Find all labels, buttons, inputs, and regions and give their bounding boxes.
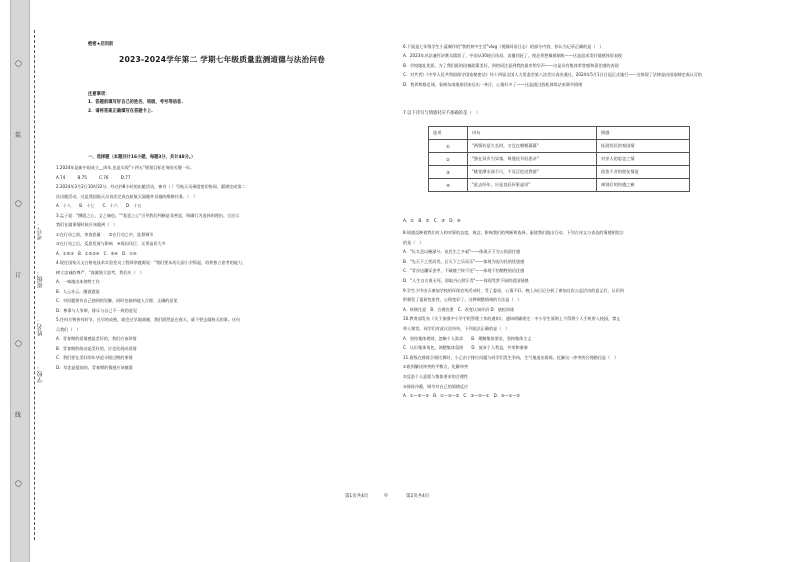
question-line: D．"人生自古谁无死，留取丹心照汗青"——体现受赏不屈的爱国情感 [403,278,529,283]
table-header: 诗句 [468,127,597,140]
question-line: 我们在做事情时候应该做到（ ） [56,222,118,227]
table-cell: ③ [429,166,468,179]
question-line: 积极发了委屈包张性，心情变好了。这种调整情绪的方法是（ ） [403,297,522,303]
table-cell: 离别后的伤感之痛 [597,179,690,192]
question-line: 11.班级在排练合唱比赛时，小乙由于排位问题与同学们发生争执，生气地退出排练。化解这一冲突的合理路径是（ ） [403,354,619,360]
question-line: 9.学生小甲由天参加学校的环保宣传活动时，受了委屈，心情不好。晚上向日记分析了参加这次公益活动的意义后，认识到 [403,287,624,293]
question-line: A．2023年苏法兼怀决赛太精彩了，中国从30轮后结局，直播回赶了，使必须想像着刷收——这是追求美好情感体验表现 [403,53,623,59]
table-row [429,179,690,192]
school-label: 学校： [37,365,44,383]
question-line: A．一味地由本独特工作 [56,279,100,284]
question-line: ③保持冷静，调节对自己的情绪反应 [403,383,469,389]
question-line: D．尊事与人争辩，排斥与自己不一致的意见 [56,307,137,313]
table-row [429,153,690,166]
section-title: 一、选择题（本题共计16小题，每题3分，共计48分。） [88,155,196,160]
question-line: 10.教育部发布《关于加强中小学手机管理工作的通知》，通知明确规定：中小学生原则上不得将个人手机带入校园，禁止 [403,316,621,322]
question-7-options: A．① B．② C．③ D．④ [403,219,461,224]
table-header: 选项 [429,127,468,140]
table-cell: ④ [429,179,468,192]
table-cell: "桃花潭水深千尺，不及汪伦送我情" [468,166,597,179]
seal-char: 线 [15,412,22,419]
footer-divider-icon: ◎ [384,493,388,498]
question-line: A．转移注意 B．合理宣泄 C．改变认知评价 D．放松训练 [403,306,515,312]
table-row [429,166,690,179]
question-line: D．早恋是提前的，青春期的情感应该慎重 [56,364,133,370]
page-title: 2023-2024学年第二 学期七年级质量监测道德与法治问卷 [119,55,325,64]
notice-item: 2．请将答案正确填写在答题卡上. [88,109,153,114]
table-cell: 依依不舍的朋友情谊 [597,166,690,179]
question-line: ②反思个人意愿与集体要求的合理性 [403,374,469,379]
page-number-left: 第1页共4页 [345,494,369,499]
binding-margin [0,0,44,562]
seal-char: ◯ [15,340,22,347]
question-line: 次出舱活动。这是我国航天员首次完成在轨航天器舱外设施的维修任务。（ ） [56,193,198,199]
question-line: 5.任何方物皆有时节，过早的成熟，就会过早地凋谢，我们既然是在春天，就不要去做秋天的事。这句 [56,317,241,322]
seal-char: ◯ [15,60,22,67]
question-line: D．我养和路足球，看顿东南地球回来后出一身汗，心情好多了——这是通过放松训练法来调节情绪 [403,81,583,87]
question-line: C．认识集体角色，调整集体氛围 D．放弃个人利益，共荣和谐谐 [403,345,528,351]
seal-char: ◯ [15,200,22,207]
question-line: A．青春期的爱情感是美好的，我们应该珍惜 [56,336,137,341]
poem-table [428,126,690,192]
question-line: A．十八 B．十七 C．十六 D．十五 [56,203,142,208]
table-cell: "独在异乡为异客，每逢佳节倍思亲" [468,153,597,166]
secret-label: 绝密★启用前 [88,42,114,47]
name-label: 姓名： [37,318,44,336]
table-cell: 对亲人的思念之情 [597,153,690,166]
cut-line [34,30,35,540]
table-header-row [429,127,690,140]
seal-char: 装 [15,132,22,139]
question-line: A．坚持集体规则，忽略个人需求 B．理解集体要求，坚持集体主义 [403,335,532,341]
question-line: C．对共者》《中华人民共和国保守国家秘密法》经十四届全国人大常委会第八次会议表决通过，2024年5月1日日起正式施行——这体现了法律是由国家制定或认可的 [403,72,702,78]
seal-char: 订 [15,272,22,279]
question-line: B．"先天下之忧而忧，后天下之乐而乐"——体现为国为民的忧患感 [403,258,525,264]
question-line: 的是（ ） [403,239,424,245]
class-label: 班级： [37,270,44,288]
table-cell: ① [429,140,468,153]
question-line: 树立忠诚的尊严，"真属独立思考，我们应（ ） [56,269,144,275]
notice-item: 1．答题前填写好自己的姓名、班级、考号等信息. [88,100,183,105]
question-line: C．我们要在美好的年华追寻错过期的果情 [56,355,133,360]
question-line: ①在行动之前，审查思量 ②在行动之中，监督调节 [56,231,154,237]
question-line: 示我们（ ） [56,326,81,332]
page-number-right: 第2页共4页 [406,494,430,499]
question-line: B．人云亦云，随波逐流 [56,288,100,294]
table-header: 情感 [597,127,690,140]
question-line: C．对问题要有自己独到的见解，同时也接纳他人合理、正确的意见 [56,298,178,303]
question-line: 2.2024年3月2日10时32分，经过约8小时的出舱活动，神舟（ ）号航天员乘组密切协同，圆满完成第二 [56,184,246,189]
exam-no-label: 考号： [37,222,44,240]
question-line: ①收到解决冲突的平衡点，化解冲突 [403,364,469,370]
table-cell: "两情若是久长时，又岂在朝朝暮暮" [468,140,597,153]
table-cell: ② [429,153,468,166]
question-line: C．"青沙边疆穿金甲，不破楼兰终不还"——体现不怕牺牲的信任感 [403,268,525,274]
question-line: A．①②③ B．①②③④ C．②④ D．①④ [56,250,137,256]
binding-strip [10,0,30,562]
question-line: B．学校地址优质，为了我们班的段被政策美好，到的同注意到我的最市给早声——这是具有集体荣誉感和责任感的表现 [403,62,619,68]
question-line: 4.现任国家天文台射电技术实验室员工程师余鹿源说："我们要从幼儿园小学抓起，培养独立思考的能力， [56,260,247,265]
question-line: 带入课堂。同学们对此议论纷纷，下列说法正确的是（ ） [403,326,510,331]
question-line: 1.2024年是新中国成立__周年,也是实现"十四五"规划目标任务的关键一年。 [56,165,195,170]
question-line: A．①—②—③ B．①—③—② C．③—②—① D．③—①—② [403,393,521,399]
question-line: A．"长太息以掩涕兮，哀民生之多艰"——体现天下为公的责任感 [403,249,521,255]
question-line: 3.孟子说："恻隐之心，义之端也。""羞恶之心"引导我们判断是非善恶，明确行为选择的理由。它启示 [56,212,240,218]
notice-title: 注意事项： [88,92,110,97]
table-row [429,140,690,153]
table-cell: "此去经年，应是良辰好景虚设" [468,179,597,192]
question-line: 8.情感反映着我们对人和对事的态度，观念，影响我们的判断和选择，驱使我们做出行动。下列古诗文与表达的情感相契合 [403,230,624,235]
question-line: ③在行动之后，反思发展与影响 ④需因风行，无须迫切大多 [56,241,166,246]
question-line: 6.下面是七年级学生小蕊制作的"我的初中生活"vlog（视频同语日志）的部分内容，你认为记录正确的是（ ） [403,44,604,49]
table-cell: 抚展忧民的家国情 [597,140,690,153]
question-line: A.74 B.75 C.76 D.77 [56,174,131,180]
question-7-title: 7.以下诗句与情感对应不准确的是（ ） [403,111,481,116]
seal-char: ◯ [15,480,22,487]
question-line: B．青春期的萌动是美好的，应也发展成爱情 [56,345,137,351]
